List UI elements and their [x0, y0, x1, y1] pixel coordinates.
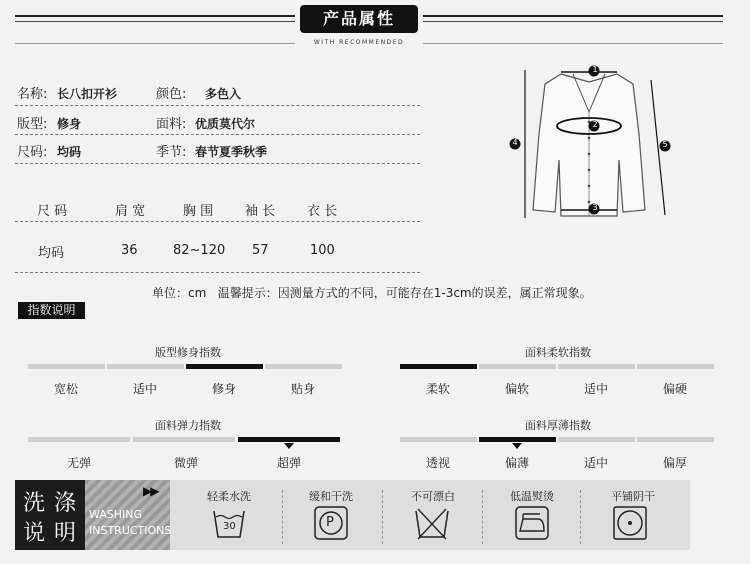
page-subtitle: WITH RECOMMENDED — [313, 39, 405, 46]
wash-label-gentle: 轻柔水洗 — [207, 490, 251, 503]
diagram-marker-2: 2 — [592, 120, 598, 129]
button-dot — [588, 137, 591, 140]
iron-low-icon — [514, 505, 550, 541]
softness-option-softish: 偏软 — [504, 382, 529, 396]
diagram-marker-5: 5 — [662, 140, 668, 149]
fit-option-moderate: 适中 — [132, 382, 157, 396]
wash-label-iron: 低温熨烫 — [510, 490, 554, 503]
softness-index-title: 面料柔软指数 — [525, 346, 591, 359]
elasticity-marker — [284, 443, 294, 449]
elasticity-bar-1 — [28, 437, 130, 442]
wash-label-dryclean: 缓和干洗 — [309, 490, 353, 503]
thickness-bar-3 — [558, 437, 635, 442]
softness-bar-1 — [400, 364, 477, 369]
diagram-marker-4: 4 — [512, 138, 518, 147]
washing-english-line2: INSTRUCTIONS — [89, 524, 172, 537]
tumble-dry-icon — [612, 505, 648, 541]
washing-title — [15, 480, 85, 550]
button-dot — [588, 201, 591, 204]
name-value: 长八扣开衫 — [57, 87, 118, 101]
fit-bar-4 — [265, 364, 342, 369]
washing-title-line2: 说 明 — [23, 521, 77, 546]
elasticity-index-title: 面料弹力指数 — [155, 419, 221, 432]
fit-bar-1 — [28, 364, 105, 369]
size-table-cell-chest: 82~120 — [173, 243, 226, 258]
thickness-bar-2 — [479, 437, 556, 442]
header-line-left-2 — [15, 21, 295, 22]
dry-clean-p-text: P — [326, 515, 334, 530]
fit-option-slim: 修身 — [211, 382, 236, 396]
washing-title-line1: 洗 涤 — [23, 491, 77, 516]
fabric-label: 面料: — [156, 117, 187, 132]
softness-option-hard: 偏硬 — [662, 382, 687, 396]
elasticity-option-super: 超弹 — [276, 456, 301, 470]
elasticity-option-slight: 微弹 — [173, 456, 198, 470]
size-table-header-sleeve: 袖 长 — [245, 204, 276, 219]
header-sub-line-left — [15, 43, 295, 44]
size-table-header-shoulder: 肩 宽 — [115, 204, 146, 219]
thickness-option-thick: 偏厚 — [662, 456, 687, 470]
thickness-option-sheer: 透视 — [425, 456, 450, 470]
thickness-index-title: 面料厚薄指数 — [525, 419, 591, 432]
name-label: 名称: — [17, 87, 48, 102]
button-dot — [588, 153, 591, 156]
wash-30-text: 30 — [223, 521, 236, 532]
page-title: 产品属性 — [300, 5, 418, 33]
size-table-cell-shoulder: 36 — [121, 243, 138, 258]
size-table-header-size: 尺 码 — [37, 204, 68, 219]
fit-option-tight: 贴身 — [290, 382, 315, 396]
washing-divider — [580, 490, 581, 544]
elasticity-bar-2 — [133, 437, 235, 442]
season-label: 季节: — [156, 145, 187, 160]
diagram-marker-1: 1 — [592, 65, 598, 74]
elasticity-option-none: 无弹 — [66, 456, 91, 470]
thickness-bar-4 — [637, 437, 714, 442]
softness-option-soft: 柔软 — [425, 382, 450, 396]
fit-label: 版型: — [17, 117, 48, 132]
thickness-option-thin: 偏薄 — [504, 456, 529, 470]
divider — [15, 105, 420, 106]
fit-value: 修身 — [57, 117, 82, 131]
color-label: 颜色: — [156, 87, 187, 102]
divider — [15, 134, 420, 135]
wash-label-nobleach: 不可漂白 — [411, 490, 455, 503]
size-table-cell-size: 均码 — [38, 246, 65, 261]
softness-bar-3 — [558, 364, 635, 369]
washing-arrows-icon: ▶▶ — [143, 484, 158, 498]
divider — [15, 221, 420, 222]
washing-divider — [482, 490, 483, 544]
softness-bar-2 — [479, 364, 556, 369]
thickness-option-moderate: 适中 — [583, 456, 608, 470]
softness-option-moderate: 适中 — [583, 382, 608, 396]
divider — [15, 272, 420, 273]
unit-note: 单位：cm 温馨提示：因测量方式的不同，可能存在1-3cm的误差，属正常现象。 — [152, 286, 592, 300]
softness-bar-4 — [637, 364, 714, 369]
washing-divider — [382, 490, 383, 544]
index-badge: 指数说明 — [18, 302, 85, 319]
thickness-bar-1 — [400, 437, 477, 442]
fit-option-loose: 宽松 — [53, 382, 78, 396]
elasticity-bar-3 — [238, 437, 340, 442]
season-value: 春节夏季秋季 — [195, 145, 268, 159]
header-line-left — [15, 15, 295, 17]
fit-bar-3 — [186, 364, 263, 369]
washing-divider — [282, 490, 283, 544]
wash-label-dry: 平铺阴干 — [611, 490, 655, 503]
header-sub-line-right — [423, 43, 723, 44]
header-line-right — [423, 15, 723, 17]
size-table-cell-length: 100 — [310, 243, 335, 258]
fit-bar-2 — [107, 364, 184, 369]
size-table-cell-sleeve: 57 — [252, 243, 269, 258]
color-value: 多色入 — [205, 87, 242, 101]
size-value: 均码 — [57, 145, 82, 159]
divider — [15, 163, 420, 164]
washing-english-line1: WASHING — [89, 508, 143, 521]
size-table-header-chest: 胸 围 — [183, 204, 214, 219]
fit-index-title: 版型修身指数 — [155, 346, 221, 359]
diagram-marker-3: 3 — [592, 203, 598, 212]
button-dot — [588, 185, 591, 188]
garment-diagram — [505, 60, 675, 225]
thickness-marker — [512, 443, 522, 449]
header-line-right-2 — [423, 21, 723, 22]
size-label: 尺码: — [17, 145, 48, 160]
washing-english — [85, 480, 170, 550]
button-dot — [588, 169, 591, 172]
fabric-value: 优质莫代尔 — [195, 117, 256, 131]
no-bleach-icon — [414, 505, 450, 541]
size-table-header-length: 衣 长 — [307, 204, 338, 219]
